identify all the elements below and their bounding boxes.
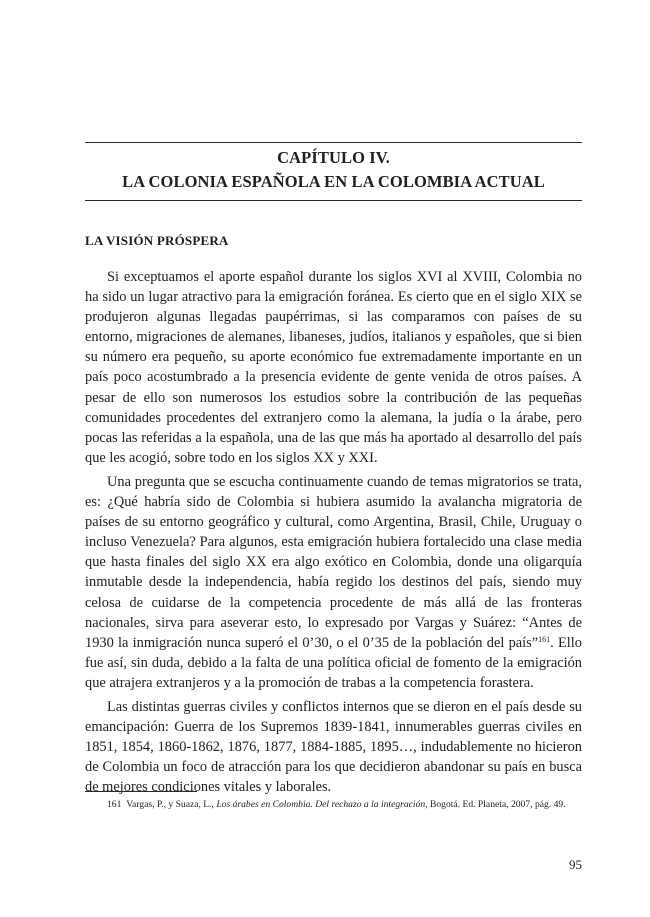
footnote-book-title: Los árabes en Colombia. Del rechazo a la integración — [216, 799, 426, 810]
page-number: 95 — [569, 857, 582, 872]
chapter-title: LA COLONIA ESPAÑOLA EN LA COLOMBIA ACTUAL — [122, 172, 545, 191]
footnote — [85, 797, 582, 812]
section-title: LA VISIÓN PRÓSPERA — [85, 233, 229, 248]
footnote-separator — [85, 791, 197, 792]
paragraph-2-text-after: . Ello fue así, sin duda, debido a la falta de una política oficial de fomento de la emigración que atrajera extranjeros y a la promoción de trabas a la competencia forastera. — [85, 634, 582, 691]
chapter-number: CAPÍTULO IV. — [277, 148, 390, 167]
paragraph-2 — [85, 472, 582, 693]
footnote-authors: Vargas, P., y Suaza, L., — [126, 799, 217, 810]
footnote-number: 161 — [107, 799, 122, 810]
chapter-heading — [85, 146, 582, 194]
paragraph-1: Si exceptuamos el aporte español durante los siglos XVI al XVIII, Colombia no ha sido un lugar atractivo para la emigración foránea. Es cierto que en el siglo XIX se produjeron algunas llegadas paupérrimas, si las comparamos con países de su entorno, migraciones de alemanes, libaneses, judíos, italianos y españoles, que si bien su número era pequeño, su aporte económico fue extremadamente importante en un país poco acostumbrado a la presencia evidente de gente venida de otros países. A pesar de ello son numerosos los estudios sobre la contribución de las pequeñas comunidades procedentes del extranjero como la alemana, la judía o la árabe, pero pocas las referidas a la española, una de las que más ha aportado al desarrollo del país que les acogió, sobre todo en los siglos XX y XXI. — [85, 269, 582, 466]
body-text — [85, 267, 582, 797]
footnote-publication: , Bogotá. Ed. Planeta, 2007, pág. 49. — [425, 799, 566, 810]
paragraph-2-text-before: Una pregunta que se escucha continuamente cuando de temas migratorios se trata, es: ¿Qué habría sido de Colombia si hubiera asumido la avalancha migratoria de países de su entorno geográfico y cultural, como Argentina, Brasil, Chile, Uruguay o incluso Venezuela? Para algunos, esta emigración hubiera fortalecido una clase media que hasta finales del siglo XX era algo exótico en Colombia, donde una oligarquía inmutable desde la independencia, había regido los destinos del país, siendo muy celosa de cuidarse de la competencia procedente de más allá de las fronteras nacionales, sirva para aseverar esto, lo expresado por Vargas y Suárez: “Antes de 1930 la inmigración nunca superó el 0’30, o el 0’35 de la población del país” — [85, 473, 582, 651]
paragraph-3: Las distintas guerras civiles y conflictos internos que se dieron en el país desde su emancipación: Guerra de los Supremos 1839-1841, innumerables guerras civiles en 1851, 1854, 1860-1862, 1876, 1877, 1884-1885, 1895…, indudablemente no hicieron de Colombia un foco de atracción para los que decidieron abandonar su país en busca de mejores condiciones vitales y laborales. — [85, 698, 582, 796]
chapter-bottom-rule — [85, 200, 582, 201]
footnote-reference[interactable]: 161 — [538, 634, 551, 644]
book-page — [85, 0, 582, 917]
chapter-top-rule — [85, 142, 582, 143]
